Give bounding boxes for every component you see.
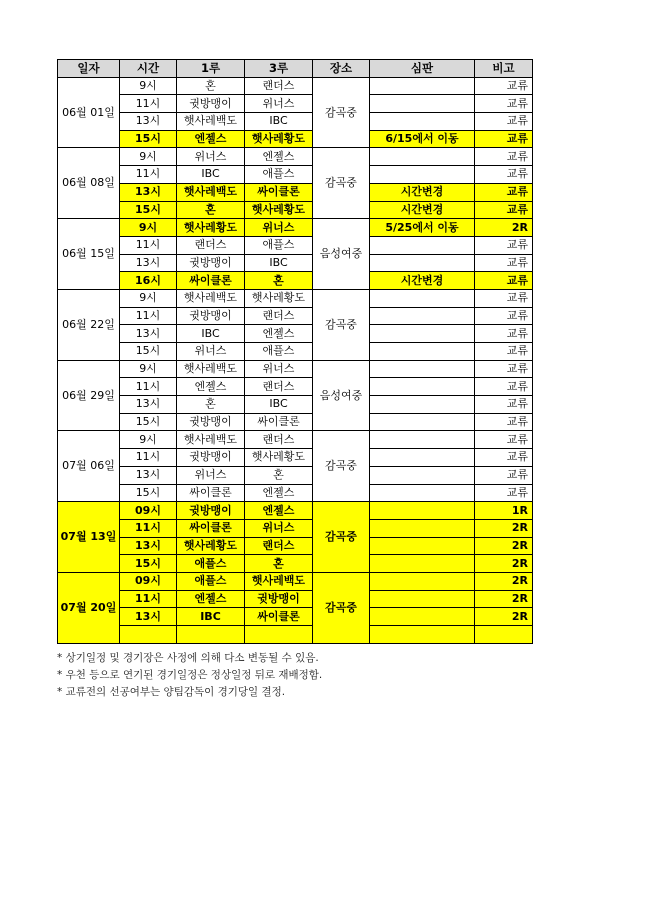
note-cell: 교류 [475,130,533,148]
date-cell: 06월 15일 [58,219,120,290]
table-row [58,77,533,95]
table-row [58,148,533,166]
note-cell: 교류 [475,378,533,396]
first-base-team: 위너스 [177,466,245,484]
time-cell: 13시 [120,325,177,343]
time-cell: 9시 [120,289,177,307]
umpire-cell [370,236,475,254]
footnote: * 교류전의 선공여부는 양팀감독이 경기당일 결정. [57,686,286,698]
note-cell: 교류 [475,183,533,201]
time-cell: 15시 [120,484,177,502]
third-base-team: 싸이클론 [245,413,313,431]
header-note: 비고 [475,60,533,78]
first-base-team: 혼 [177,77,245,95]
umpire-cell [370,378,475,396]
note-cell: 교류 [475,148,533,166]
note-cell: 교류 [475,413,533,431]
note-cell: 교류 [475,396,533,414]
third-base-team: 랜더스 [245,77,313,95]
first-base-team: 애플스 [177,555,245,573]
note-cell: 교류 [475,343,533,361]
table-row [58,360,533,378]
umpire-cell [370,572,475,590]
note-cell: 교류 [475,236,533,254]
note-cell: 교류 [475,95,533,113]
third-base-team: 햇사레황도 [245,289,313,307]
third-base-team: 싸이클론 [245,608,313,626]
note-cell: 2R [475,219,533,237]
table-row [58,413,533,431]
third-base-team: 랜더스 [245,378,313,396]
note-cell: 1R [475,502,533,520]
note-cell: 교류 [475,449,533,467]
note-cell: 교류 [475,113,533,131]
time-cell: 13시 [120,183,177,201]
table-row [58,378,533,396]
table-row [58,626,533,644]
note-cell: 교류 [475,289,533,307]
first-base-team: 혼 [177,201,245,219]
table-row [58,449,533,467]
umpire-cell [370,590,475,608]
first-base-team: 귓방맹이 [177,254,245,272]
venue-cell: 음성여중 [313,360,370,431]
first-base-team: IBC [177,608,245,626]
umpire-cell [370,307,475,325]
umpire-cell: 5/25에서 이동 [370,219,475,237]
umpire-cell [370,95,475,113]
time-cell: 13시 [120,466,177,484]
third-base-team: IBC [245,396,313,414]
note-cell: 교류 [475,360,533,378]
umpire-cell [370,343,475,361]
time-cell: 11시 [120,236,177,254]
time-cell: 16시 [120,272,177,290]
time-cell: 9시 [120,77,177,95]
table-row [58,396,533,414]
umpire-cell: 6/15에서 이동 [370,130,475,148]
umpire-cell [370,325,475,343]
time-cell: 13시 [120,113,177,131]
third-base-team: 위너스 [245,95,313,113]
third-base-team: IBC [245,113,313,131]
date-cell: 06월 08일 [58,148,120,219]
third-base-team: 엔젤스 [245,148,313,166]
table-row [58,608,533,626]
date-cell: 07월 06일 [58,431,120,502]
first-base-team: 햇사레백도 [177,183,245,201]
date-cell: 06월 01일 [58,77,120,148]
first-base-team [177,626,245,644]
table-row [58,466,533,484]
third-base-team: 위너스 [245,360,313,378]
note-cell: 교류 [475,466,533,484]
third-base-team: 엔젤스 [245,325,313,343]
time-cell: 11시 [120,378,177,396]
time-cell: 9시 [120,219,177,237]
note-cell: 교류 [475,325,533,343]
third-base-team [245,626,313,644]
first-base-team: IBC [177,325,245,343]
umpire-cell [370,466,475,484]
venue-cell: 감곡중 [313,502,370,573]
umpire-cell [370,484,475,502]
table-row [58,307,533,325]
schedule-body [58,77,533,643]
venue-cell: 감곡중 [313,77,370,148]
third-base-team: 랜더스 [245,537,313,555]
table-row [58,502,533,520]
first-base-team: 귓방맹이 [177,502,245,520]
third-base-team: 혼 [245,466,313,484]
third-base-team: 위너스 [245,219,313,237]
first-base-team: 햇사레백도 [177,360,245,378]
time-cell: 13시 [120,608,177,626]
first-base-team: 싸이클론 [177,484,245,502]
first-base-team: 엔젤스 [177,590,245,608]
third-base-team: 랜더스 [245,431,313,449]
table-row [58,343,533,361]
first-base-team: 귓방맹이 [177,307,245,325]
umpire-cell: 시간변경 [370,183,475,201]
table-row [58,555,533,573]
time-cell: 15시 [120,343,177,361]
first-base-team: 햇사레백도 [177,113,245,131]
table-row [58,183,533,201]
header-third-base: 3루 [245,60,313,78]
note-cell: 교류 [475,307,533,325]
table-row [58,272,533,290]
header-time: 시간 [120,60,177,78]
header-date: 일자 [58,60,120,78]
note-cell: 교류 [475,77,533,95]
time-cell: 15시 [120,555,177,573]
note-cell: 2R [475,572,533,590]
time-cell: 13시 [120,396,177,414]
first-base-team: 싸이클론 [177,519,245,537]
first-base-team: 랜더스 [177,236,245,254]
footnotes [57,650,322,701]
date-cell: 06월 22일 [58,289,120,360]
venue-cell: 감곡중 [313,148,370,219]
umpire-cell [370,396,475,414]
table-row [58,537,533,555]
third-base-team: IBC [245,254,313,272]
umpire-cell [370,360,475,378]
date-cell: 07월 20일 [58,572,120,643]
date-cell: 07월 13일 [58,502,120,573]
first-base-team: 엔젤스 [177,130,245,148]
table-row [58,113,533,131]
umpire-cell [370,626,475,644]
note-cell: 2R [475,537,533,555]
umpire-cell [370,608,475,626]
note-cell: 교류 [475,484,533,502]
table-row [58,130,533,148]
first-base-team: 햇사레황도 [177,219,245,237]
first-base-team: 혼 [177,396,245,414]
table-row [58,201,533,219]
first-base-team: 햇사레백도 [177,289,245,307]
table-row [58,289,533,307]
third-base-team: 햇사레백도 [245,572,313,590]
note-cell: 2R [475,590,533,608]
umpire-cell [370,413,475,431]
table-row [58,590,533,608]
time-cell: 11시 [120,519,177,537]
time-cell [120,626,177,644]
umpire-cell: 시간변경 [370,201,475,219]
time-cell: 09시 [120,502,177,520]
time-cell: 11시 [120,590,177,608]
umpire-cell [370,431,475,449]
table-row [58,254,533,272]
date-cell: 06월 29일 [58,360,120,431]
third-base-team: 햇사레황도 [245,201,313,219]
venue-cell: 감곡중 [313,572,370,643]
note-cell [475,626,533,644]
time-cell: 11시 [120,307,177,325]
note-cell: 2R [475,519,533,537]
third-base-team: 엔젤스 [245,502,313,520]
time-cell: 9시 [120,360,177,378]
third-base-team: 애플스 [245,236,313,254]
time-cell: 11시 [120,449,177,467]
third-base-team: 애플스 [245,166,313,184]
time-cell: 09시 [120,572,177,590]
footnote: * 우천 등으로 연기된 경기일정은 정상일정 뒤로 재배정함. [57,669,323,681]
venue-cell: 감곡중 [313,431,370,502]
umpire-cell [370,166,475,184]
time-cell: 15시 [120,130,177,148]
umpire-cell [370,289,475,307]
time-cell: 9시 [120,148,177,166]
third-base-team: 싸이클론 [245,183,313,201]
table-row [58,572,533,590]
first-base-team: 햇사레황도 [177,537,245,555]
table-row [58,431,533,449]
table-row [58,219,533,237]
first-base-team: 싸이클론 [177,272,245,290]
first-base-team: 위너스 [177,343,245,361]
time-cell: 13시 [120,537,177,555]
header-first-base: 1루 [177,60,245,78]
third-base-team: 위너스 [245,519,313,537]
table-row [58,325,533,343]
third-base-team: 애플스 [245,343,313,361]
table-row [58,484,533,502]
third-base-team: 햇사레황도 [245,449,313,467]
umpire-cell [370,519,475,537]
time-cell: 11시 [120,166,177,184]
first-base-team: 애플스 [177,572,245,590]
umpire-cell [370,77,475,95]
third-base-team: 혼 [245,555,313,573]
umpire-cell: 시간변경 [370,272,475,290]
note-cell: 교류 [475,254,533,272]
time-cell: 15시 [120,201,177,219]
footnote: * 상기일정 및 경기장은 사정에 의해 다소 변동될 수 있음. [57,652,319,664]
third-base-team: 혼 [245,272,313,290]
note-cell: 교류 [475,272,533,290]
umpire-cell [370,449,475,467]
umpire-cell [370,502,475,520]
first-base-team: 귓방맹이 [177,95,245,113]
umpire-cell [370,254,475,272]
note-cell: 2R [475,555,533,573]
third-base-team: 햇사레황도 [245,130,313,148]
header-venue: 장소 [313,60,370,78]
header-umpire: 심판 [370,60,475,78]
time-cell: 9시 [120,431,177,449]
header-row [58,60,533,78]
first-base-team: 위너스 [177,148,245,166]
schedule-table [57,59,533,644]
umpire-cell [370,555,475,573]
third-base-team: 랜더스 [245,307,313,325]
first-base-team: 엔젤스 [177,378,245,396]
note-cell: 2R [475,608,533,626]
third-base-team: 엔젤스 [245,484,313,502]
venue-cell: 음성여중 [313,219,370,290]
venue-cell: 감곡중 [313,289,370,360]
time-cell: 11시 [120,95,177,113]
umpire-cell [370,148,475,166]
note-cell: 교류 [475,201,533,219]
table-row [58,519,533,537]
third-base-team: 귓방맹이 [245,590,313,608]
first-base-team: IBC [177,166,245,184]
table-row [58,236,533,254]
note-cell: 교류 [475,431,533,449]
note-cell: 교류 [475,166,533,184]
first-base-team: 귓방맹이 [177,413,245,431]
first-base-team: 햇사레백도 [177,431,245,449]
table-row [58,95,533,113]
umpire-cell [370,113,475,131]
time-cell: 13시 [120,254,177,272]
umpire-cell [370,537,475,555]
table-row [58,166,533,184]
time-cell: 15시 [120,413,177,431]
first-base-team: 귓방맹이 [177,449,245,467]
